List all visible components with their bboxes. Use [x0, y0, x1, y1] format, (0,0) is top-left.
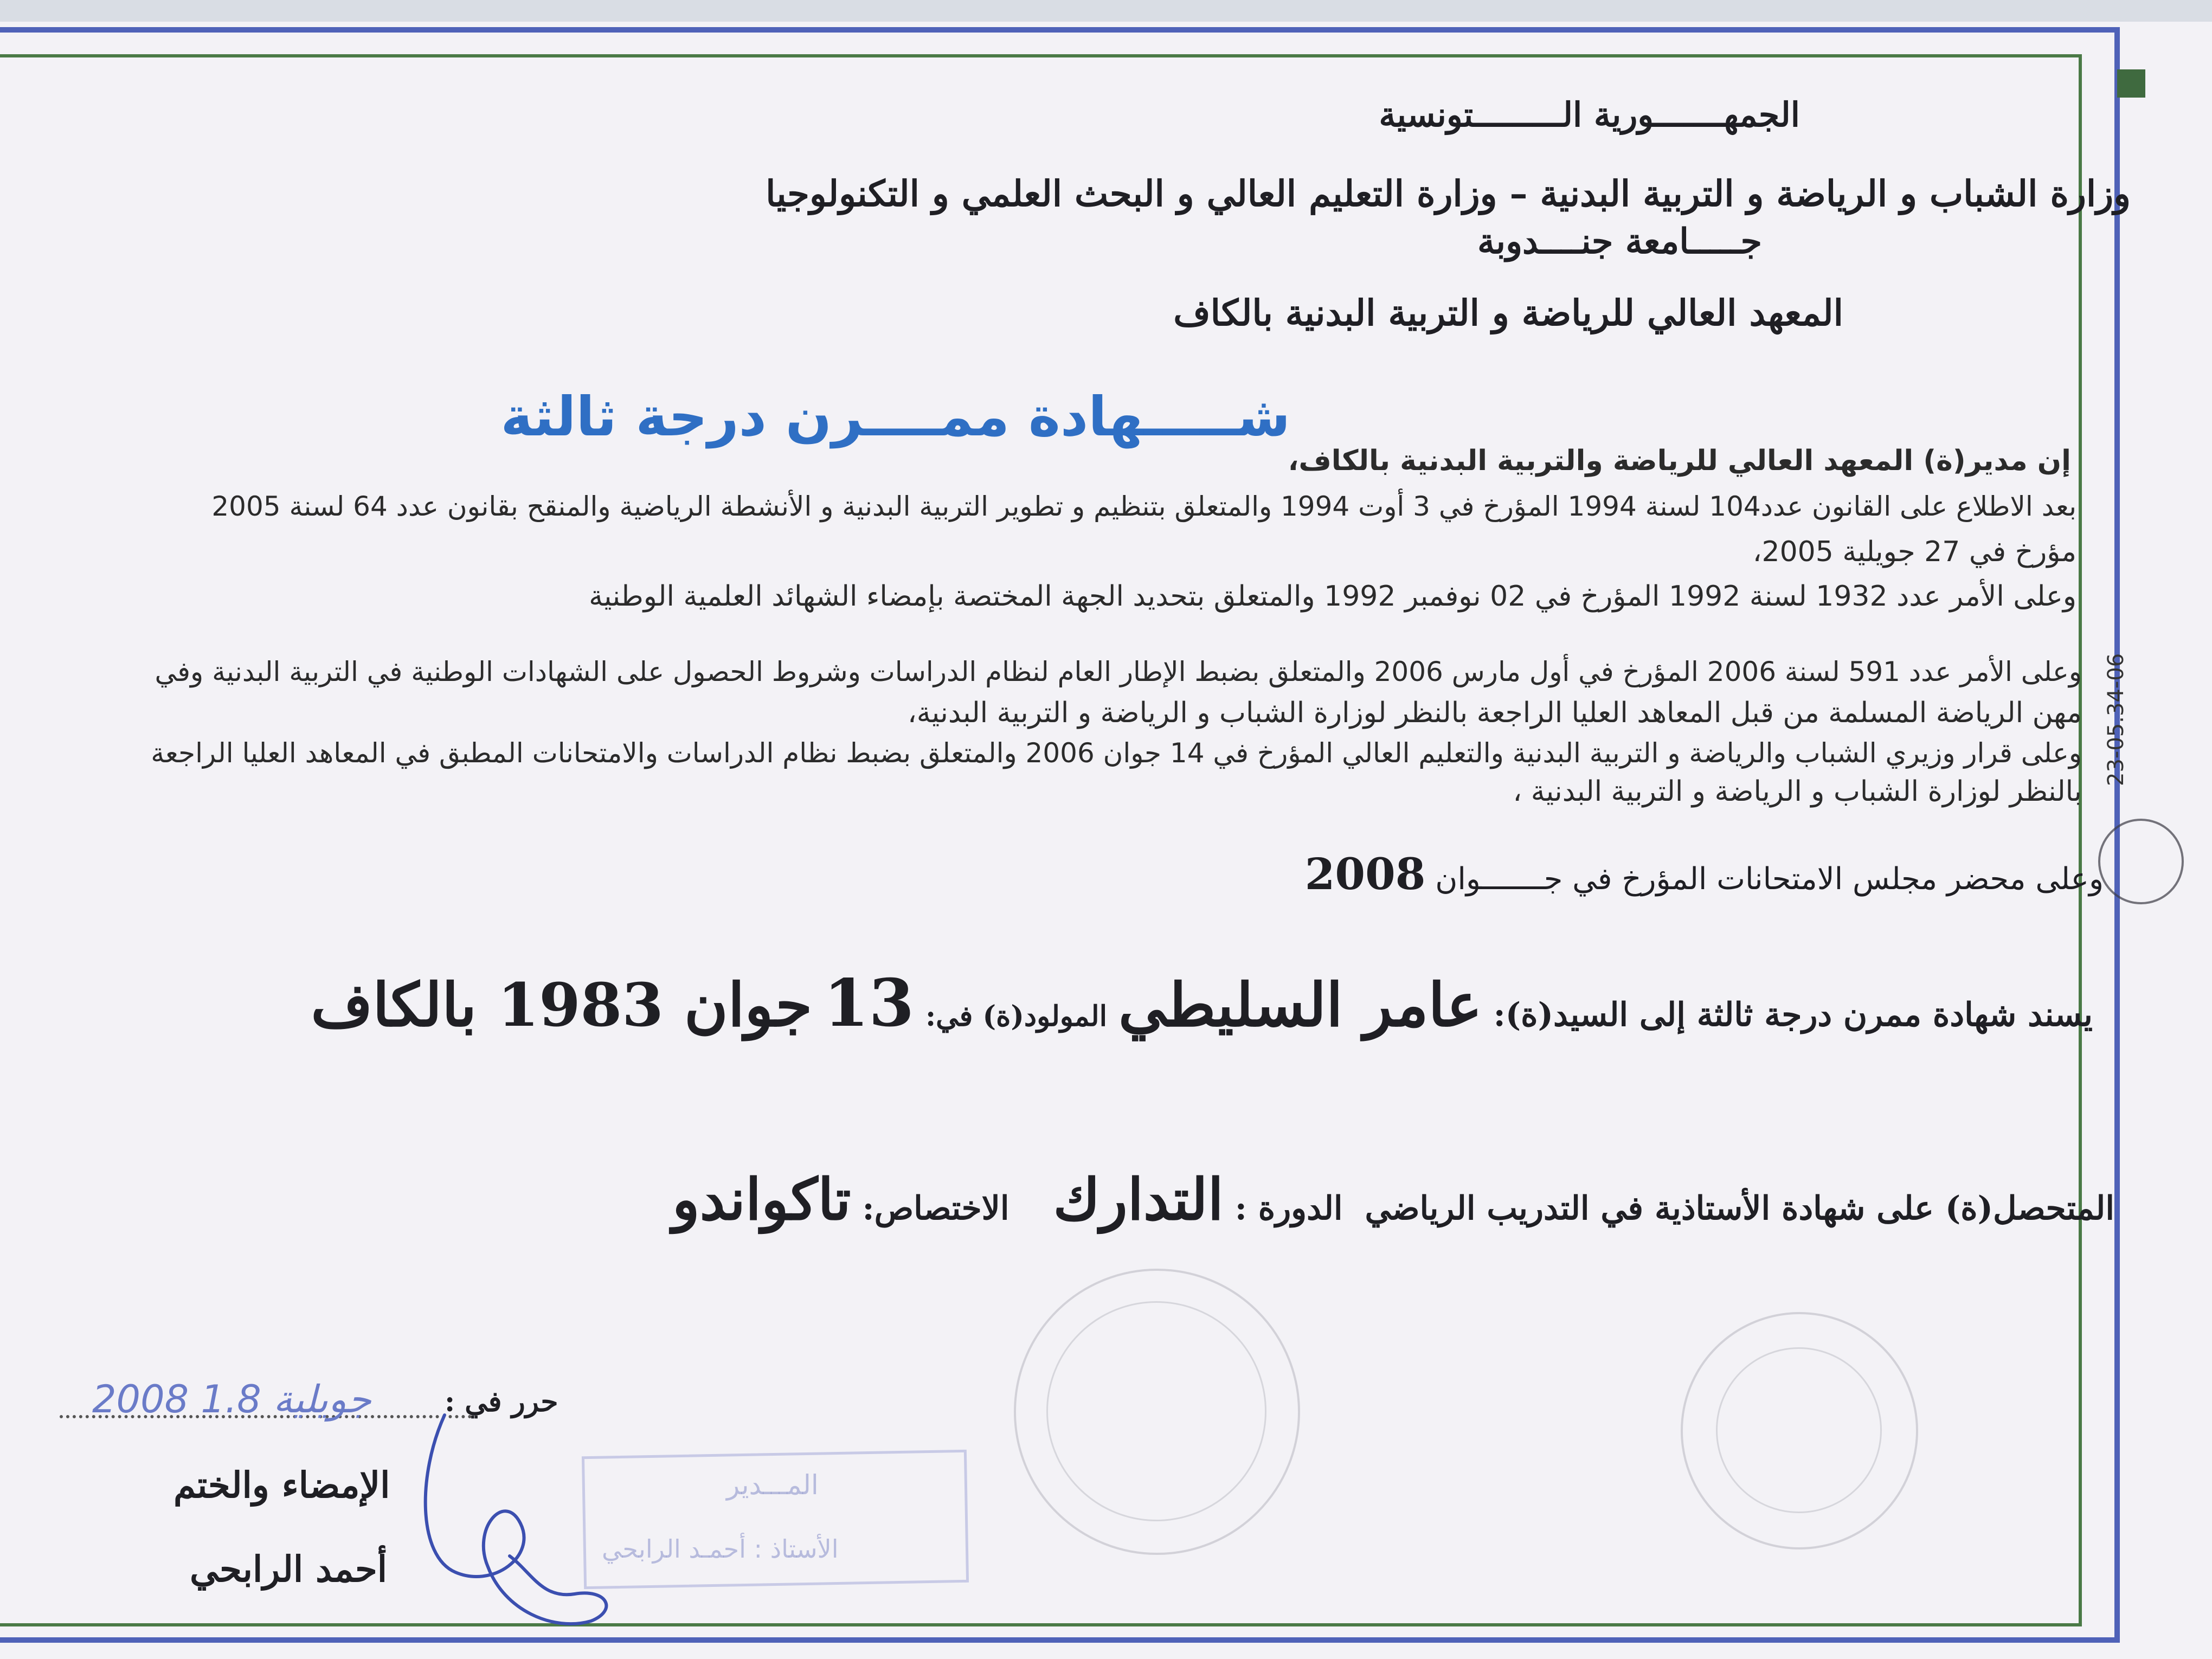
session-label: الدورة :	[1234, 1189, 1343, 1227]
preamble-line: إن مدير(ة) المعهد العالي للرياضة والتربية البدنية بالكاف،	[1288, 445, 2071, 477]
institute-heading: المعهد العالي للرياضة و التربية البدنية بالكاف	[1173, 292, 1843, 334]
republic-heading: الجمهـــــــورية الـــــــــتونسية	[1379, 95, 1800, 134]
specialty-label: الاختصاص:	[862, 1189, 1009, 1227]
council-year: 2008	[1304, 848, 1426, 899]
issued-at-label: حرر في :	[445, 1385, 558, 1418]
holder-line	[672, 1166, 2114, 1233]
signature-label: الإمضاء والختم	[173, 1464, 390, 1506]
born-label: المولود(ة) في:	[925, 1000, 1108, 1033]
preamble-line: مهن الرياضة المسلمة من قبل المعاهد العليا الراجعة بالنظر لوزارة الشباب و الرياضة و التربية البدنية،	[908, 697, 2082, 729]
preamble-line: بالنظر لوزارة الشباب و الرياضة و التربية البدنية ،	[1513, 775, 2082, 808]
side-reference-code: 23-05.34-06	[2104, 653, 2129, 786]
director-stamp-title: المـــدير	[726, 1469, 819, 1501]
session-value: التدارك	[1053, 1166, 1224, 1233]
recipient-name: عامر السليطي	[1118, 970, 1482, 1040]
university-heading: جـــــامعة جنــــدوبة	[1477, 221, 1762, 262]
specialty-value: تاكواندو	[672, 1166, 851, 1233]
director-stamp-name: الأستاذ : أحمـد الرابحي	[602, 1534, 839, 1564]
preamble-line: وعلى قرار وزيري الشباب والرياضة و التربية البدنية والتعليم العالي المؤرخ في 14 جوان 2006 والمتعلق بضبط نظام الدراسات والامتحانات المطبق في المعاهد العليا الراجعة	[151, 737, 2082, 769]
preamble-line: وعلى الأمر عدد 591 لسنة 2006 المؤرخ في أول مارس 2006 والمتعلق بضبط الإطار العام لنظام الدراسات وشروط الحصول على الشهادات الوطنية في التربية البدنية وفي	[155, 656, 2082, 687]
handwritten-signature	[412, 1393, 629, 1654]
preamble-line: بعد الاطلاع على القانون عدد104 لسنة 1994 المؤرخ في 3 أوت 1994 والمتعلق بتنظيم و تطوير التربية البدنية و الأنشطة الرياضية والمنقح بقانون عدد 64 لسنة 2005	[211, 491, 2076, 522]
birth-day: 13	[824, 965, 915, 1041]
grant-prefix: يسند شهادة ممرن درجة ثالثة إلى السيد(ة):	[1493, 996, 2093, 1034]
birth-place-date: جوان 1983 بالكاف	[311, 970, 813, 1040]
date-stamp: 2008 جويلية 1.8	[92, 1377, 371, 1422]
preamble-line: وعلى الأمر عدد 1932 لسنة 1992 المؤرخ في 02 نوفمبر 1992 والمتعلق بتحديد الجهة المختصة بإمضاء الشهائد العلمية الوطنية	[589, 580, 2076, 613]
award-line	[311, 965, 2093, 1041]
corner-ornament	[2117, 69, 2145, 98]
ministries-heading: وزارة الشباب و الرياضة و التربية البدنية – وزارة التعليم العالي و البحث العلمي و التكنولوجيا	[766, 172, 2131, 215]
signer-name: أحمد الرابحي	[190, 1548, 388, 1590]
holder-prefix: المتحصل(ة) على شهادة الأستاذية في التدريب الرياضي	[1365, 1189, 2114, 1227]
certificate-title: شـــــهادة ممــــرن درجة ثالثة	[500, 385, 1290, 448]
university-seal-ring	[1716, 1347, 1882, 1513]
small-round-stamp	[2098, 819, 2184, 904]
council-prefix: وعلى محضر مجلس الامتحانات المؤرخ في جـــــــوان	[1435, 861, 2104, 897]
council-line	[1305, 848, 2104, 899]
ministry-seal-ring	[1046, 1301, 1266, 1521]
preamble-line: مؤرخ في 27 جويلية 2005،	[1752, 536, 2076, 568]
